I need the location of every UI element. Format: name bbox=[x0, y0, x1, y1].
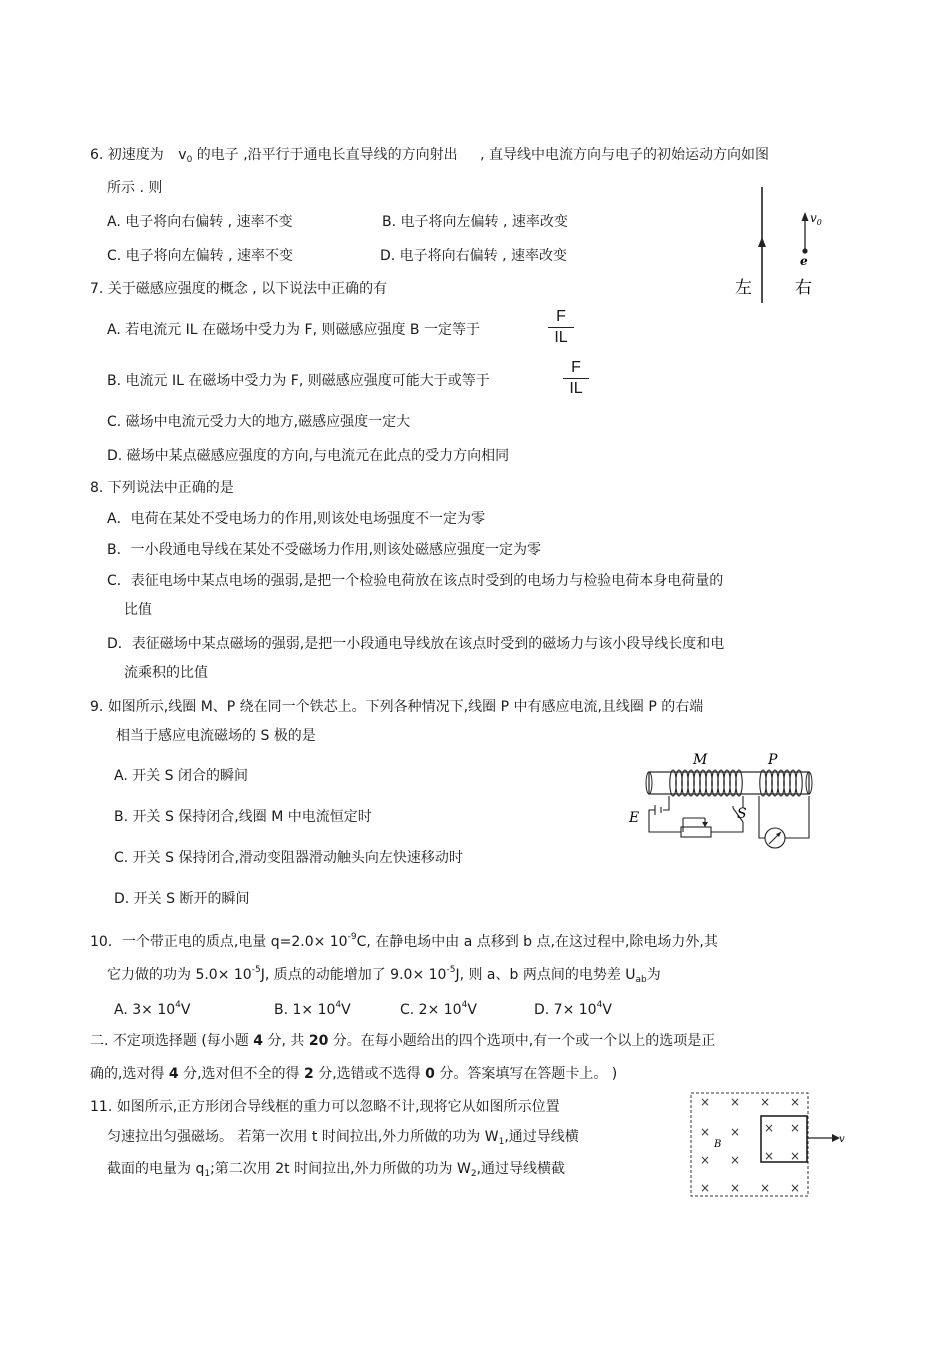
q8-option-d-line1: D．表征磁场中某点磁场的强弱,是把一小段通电导线放在该点时受到的磁场力与该小段导线长度和电 bbox=[107, 636, 725, 652]
q7-stem: 7. 关于磁感应强度的概念 , 以下说法中正确的有 bbox=[90, 281, 388, 297]
q6-option-a: A. 电子将向右偏转 , 速率不变 bbox=[107, 214, 293, 230]
q11-magnetic-field-figure bbox=[688, 1090, 848, 1200]
q9-stem-line1: 9. 如图所示,线圈 M、P 绕在同一个铁芯上。下列各种情况下,线圈 P 中有感应电流,且线圈 P 的右端 bbox=[90, 699, 704, 715]
svg-text:E: E bbox=[629, 810, 640, 826]
q8-option-a: A．电荷在某处不受电场力的作用,则该处电场强度不一定为零 bbox=[107, 511, 486, 527]
q11-stem-line3: 截面的电量为 $q_1$;第二次用 2t 时间拉出,外力所做的功为 $W_2$,通过导线横截 bbox=[107, 1161, 566, 1179]
svg-text:×: × bbox=[764, 1121, 775, 1135]
q6-stem-line2: 所示 . 则 bbox=[107, 180, 163, 196]
q10-option-b: B. $1\times 10^4V$ bbox=[274, 1000, 351, 1018]
q8-option-c-line2: 比值 bbox=[124, 602, 152, 618]
svg-text:×: × bbox=[764, 1149, 775, 1163]
q8-option-d-line2: 流乘积的比值 bbox=[124, 665, 208, 681]
q6-option-c: C. 电子将向左偏转 , 速率不变 bbox=[107, 248, 294, 264]
q7-option-b: B. 电流元 IL 在磁场中受力为 F, 则磁感应强度可能大于或等于 bbox=[107, 373, 490, 389]
q10-option-c: C. $2\times 10^4V$ bbox=[400, 1000, 477, 1018]
section2-heading-line2: 确的,选对得 4 分,选对但不全的得 2 分,选错或不选得 0 分。答案填写在答题卡上。 ) bbox=[90, 1066, 618, 1082]
svg-text:S: S bbox=[737, 806, 747, 822]
svg-text:P: P bbox=[768, 752, 778, 768]
q10-option-a: A. $3\times 10^4V$ bbox=[114, 1000, 191, 1018]
svg-text:×: × bbox=[790, 1121, 801, 1135]
q9-option-a: A. 开关 S 闭合的瞬间 bbox=[114, 768, 249, 784]
svg-text:v: v bbox=[839, 1134, 845, 1145]
svg-text:×: × bbox=[790, 1149, 801, 1163]
svg-text:×: × bbox=[790, 1181, 801, 1195]
q10-stem-line1: 10．一个带正电的质点,电量 $q=2.0\times 10^{-9}C$, 在静电场中由 a 点移到 b 点,在这过程中,除电场力外,其 bbox=[90, 932, 718, 950]
svg-text:×: × bbox=[730, 1181, 741, 1195]
svg-text:×: × bbox=[700, 1181, 711, 1195]
svg-text:e: e bbox=[800, 254, 808, 268]
q9-option-c: C. 开关 S 保持闭合,滑动变阻器滑动触头向左快速移动时 bbox=[114, 850, 463, 866]
q8-option-c-line1: C．表征电场中某点电场的强弱,是把一个检验电荷放在该点时受到的电场力与检验电荷本身电荷量的 bbox=[107, 573, 724, 589]
q7-option-a: A. 若电流元 IL 在磁场中受力为 F, 则磁感应强度 B 一定等于 bbox=[107, 322, 480, 338]
section2-heading-line1: 二. 不定项选择题 (每小题 4 分, 共 20 分。在每小题给出的四个选项中,有一个或一个以上的选项是正 bbox=[90, 1033, 716, 1049]
q11-stem-line2: 匀速拉出匀强磁场。 若第一次用 t 时间拉出,外力所做的功为 $W_1$,通过导线横 bbox=[107, 1129, 579, 1147]
q9-coil-circuit-figure bbox=[625, 750, 820, 850]
q9-option-d: D. 开关 S 断开的瞬间 bbox=[114, 891, 250, 907]
q6-stem-line1: 6. 初速度为 $v_0$ 的电子 ,沿平行于通电长直导线的方向射出 , 直导线中电流方向与电子的初始运动方向如图 bbox=[90, 147, 770, 165]
q6-figure-wire-electron bbox=[725, 185, 835, 310]
svg-text:×: × bbox=[700, 1095, 711, 1109]
q7-option-d: D. 磁场中某点磁感应强度的方向,与电流元在此点的受力方向相同 bbox=[107, 448, 510, 464]
q9-option-b: B. 开关 S 保持闭合,线圈 M 中电流恒定时 bbox=[114, 809, 372, 825]
q8-option-b: B．一小段通电导线在某处不受磁场力作用,则该处磁感应强度一定为零 bbox=[107, 542, 542, 558]
svg-text:×: × bbox=[700, 1153, 711, 1167]
q6-option-b: B. 电子将向左偏转 , 速率改变 bbox=[382, 214, 568, 230]
svg-text:×: × bbox=[730, 1153, 741, 1167]
q6-option-d: D. 电子将向右偏转 , 速率改变 bbox=[380, 248, 568, 264]
q6-v0: $v_0$ bbox=[178, 147, 193, 165]
q9-stem-line2: 相当于感应电流磁场的 S 极的是 bbox=[116, 728, 316, 744]
svg-text:×: × bbox=[760, 1095, 771, 1109]
svg-text:×: × bbox=[700, 1125, 711, 1139]
svg-text:×: × bbox=[730, 1125, 741, 1139]
svg-text:×: × bbox=[790, 1095, 801, 1109]
svg-text:v0: $v_0$ bbox=[810, 211, 822, 227]
q10-option-d: D. $7\times 10^4V$ bbox=[534, 1000, 612, 1018]
q11-stem-line1: 11. 如图所示,正方形闭合导线框的重力可以忽略不计,现将它从如图所示位置 bbox=[90, 1099, 560, 1115]
svg-text:×: × bbox=[760, 1181, 771, 1195]
svg-text:×: × bbox=[730, 1095, 741, 1109]
q7-option-c: C. 磁场中电流元受力大的地方,磁感应强度一定大 bbox=[107, 414, 411, 430]
q8-stem: 8. 下列说法中正确的是 bbox=[90, 480, 234, 496]
svg-text:M: M bbox=[693, 752, 708, 768]
q7-fraction-a: F IL bbox=[548, 308, 574, 347]
svg-text:左: 左 bbox=[735, 278, 752, 298]
q10-stem-line2: 它力做的功为 $5.0\times 10^{-5}J$, 质点的动能增加了 $9.0\times 10^{-5}J$, 则 a、b 两点间的电势差 $U_{ab}$为 bbox=[107, 965, 661, 985]
svg-text:右: 右 bbox=[795, 278, 812, 298]
q7-fraction-b: F IL bbox=[563, 359, 589, 398]
svg-text:B: B bbox=[714, 1139, 722, 1150]
